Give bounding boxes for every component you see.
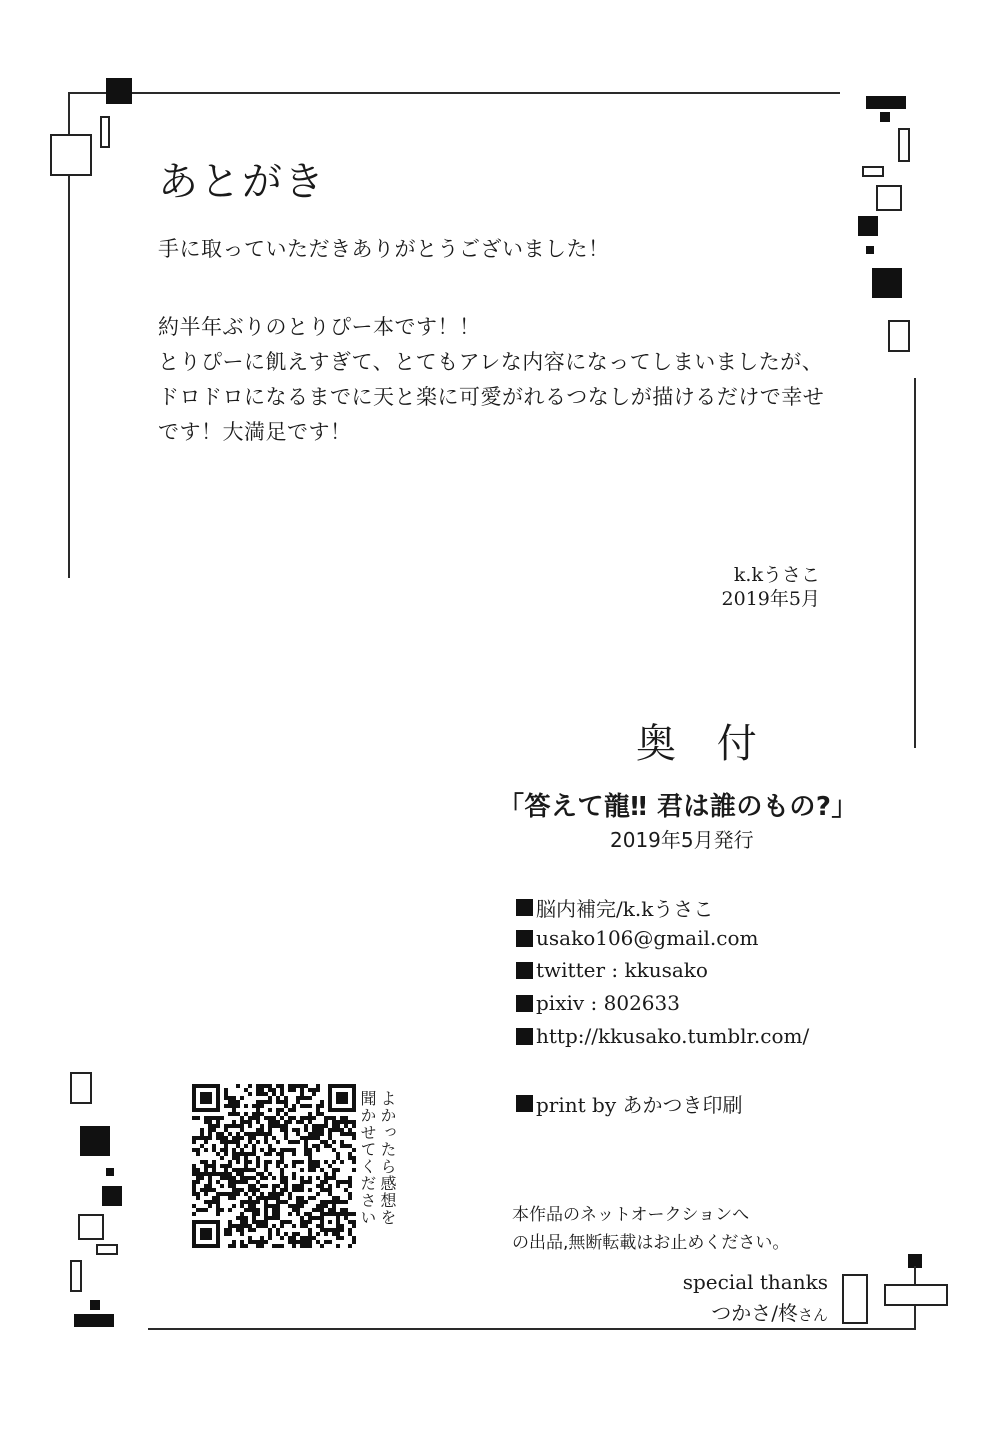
afterword-line: 約半年ぶりのとりぴー本です！！: [158, 315, 481, 339]
deco-square-outline: [888, 320, 910, 352]
bullet-square-icon: [516, 962, 533, 979]
afterword-line: ドロドロになるまでに天と楽に可愛がれるつなしが描けるだけで幸せ: [158, 385, 825, 409]
deco-bar-outline: [70, 1260, 82, 1292]
deco-bar-outline: [70, 1072, 92, 1104]
bullet-square-icon: [516, 1095, 533, 1112]
afterword-author: k.kうさこ: [733, 564, 820, 586]
deco-dot-filled: [880, 112, 890, 122]
thanks-suffix: さん: [797, 1306, 828, 1324]
info-item: [516, 1089, 743, 1118]
deco-dot-filled: [866, 246, 874, 254]
special-thanks-label: special thanks: [682, 1270, 828, 1294]
afterword-line: 手に取っていただきありがとうございました！: [158, 237, 610, 261]
afterword-line: とりぴーに飢えすぎて、とてもアレな内容になってしまいましたが、: [158, 350, 824, 374]
deco-dot-filled: [106, 1168, 114, 1176]
bullet-square-icon: [516, 930, 533, 947]
frame-bottom-line: [148, 1328, 916, 1330]
deco-dot-filled: [90, 1300, 100, 1310]
info-circle: 脳内補完/k.kうさこ: [536, 897, 714, 921]
special-thanks-names: [711, 1297, 828, 1326]
deco-square-outline: [50, 134, 92, 176]
thanks-names: つかさ/柊: [711, 1301, 798, 1325]
bullet-square-icon: [516, 899, 533, 916]
info-item: [516, 1024, 809, 1048]
deco-bar-outline: [862, 166, 884, 177]
bullet-square-icon: [516, 1028, 533, 1045]
afterword-date: 2019年5月: [721, 588, 820, 610]
deco-connector-line: [914, 1266, 916, 1284]
info-item: [516, 958, 708, 982]
info-twitter: twitter : kkusako: [536, 958, 708, 982]
deco-square-filled: [872, 268, 902, 298]
info-email: usako106@gmail.com: [536, 926, 759, 950]
deco-square-filled: [102, 1186, 122, 1206]
deco-square-outline: [78, 1214, 104, 1240]
notice-line: の出品,無断転載はお止めください。: [512, 1233, 790, 1253]
deco-square-filled: [106, 78, 132, 104]
info-printer: print by あかつき印刷: [536, 1093, 743, 1117]
afterword-title: あとがき: [158, 159, 326, 205]
deco-bar-outline: [898, 128, 910, 162]
deco-bar-filled: [866, 96, 906, 109]
info-item: [516, 893, 713, 922]
book-title: 「答えて龍‼ 君は誰のもの?」: [498, 792, 858, 822]
frame-right-line: [914, 378, 916, 748]
info-item: [516, 926, 758, 950]
deco-bar-outline: [100, 116, 110, 148]
deco-bar-outline: [842, 1274, 868, 1324]
colophon-heading: 奥 付: [636, 721, 771, 767]
qr-caption-line: よかったら感想を: [378, 1090, 397, 1226]
deco-square-filled: [858, 216, 878, 236]
bullet-square-icon: [516, 995, 533, 1012]
afterword-line: です！大満足です！: [158, 420, 352, 444]
info-item: [516, 991, 680, 1015]
deco-square-outline: [876, 185, 902, 211]
info-website: http://kkusako.tumblr.com/: [536, 1024, 810, 1048]
notice-line: 本作品のネットオークションへ: [512, 1205, 750, 1225]
info-pixiv: pixiv : 802633: [536, 991, 680, 1015]
qr-code-icon[interactable]: [192, 1084, 356, 1248]
deco-bar-outline: [884, 1284, 948, 1306]
deco-bar-filled: [74, 1314, 114, 1327]
frame-top-line: [68, 92, 840, 94]
qr-caption-line: 聞かせてください: [358, 1090, 377, 1226]
publish-date: 2019年5月発行: [610, 828, 754, 852]
deco-bar-outline: [96, 1244, 118, 1255]
deco-square-filled: [80, 1126, 110, 1156]
